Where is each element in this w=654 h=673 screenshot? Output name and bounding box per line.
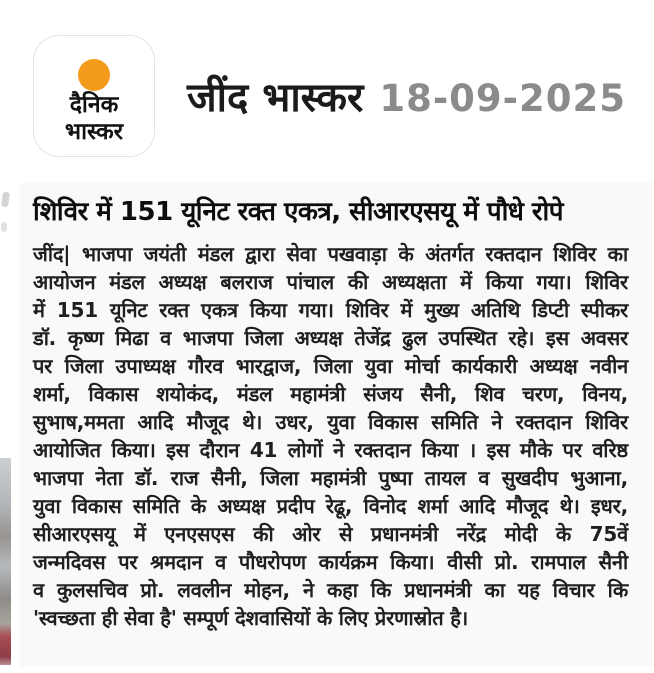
article-line: भाजपा नेता डॉ. राज सैनी, जिला महामंत्री पुष्पा तायल व सुखदीप भुआना, xyxy=(33,466,628,490)
logo-line1: दैनिक xyxy=(69,92,119,118)
logo-line2: भास्कर xyxy=(64,119,124,145)
logo-wordmark xyxy=(34,92,154,146)
clipping-edge-fragment xyxy=(1,222,7,232)
dainik-bhaskar-logo xyxy=(33,35,155,157)
article-line: शर्मा, विकास शयोकंद, मंडल महामंत्री संजय सैनी, शिव चरण, विनय, xyxy=(33,382,628,406)
article-clipping xyxy=(20,183,654,666)
article-line: 'स्वच्छता ही सेवा है' सम्पूर्ण देशवासियों के लिए प्रेरणास्रोत है। xyxy=(33,606,468,630)
sun-icon xyxy=(78,59,110,91)
article-line: पर जिला उपाध्यक्ष गौरव भारद्वाज, जिला युवा मोर्चा कार्यकारी अध्यक्ष नवीन xyxy=(33,354,628,378)
clipping-edge-fragment xyxy=(1,192,10,208)
article-line: जन्मदिवस पर श्रमदान व पौधरोपण कार्यक्रम किया। वीसी प्रो. रामपाल सैनी xyxy=(33,550,628,574)
masthead xyxy=(187,72,626,125)
article-line: में 151 यूनिट रक्त एकत्र किया गया। शिविर में मुख्य अतिथि डिप्टी स्पीकर xyxy=(33,298,628,322)
article-line: व कुलसचिव प्रो. लवलीन मोहन, ने कहा कि प्रधानमंत्री का यह विचार कि xyxy=(33,578,628,602)
edition-title: जींद भास्कर xyxy=(187,75,364,121)
article-line: युवा विकास समिति के अध्यक्ष प्रदीप रेढू, विनोद शर्मा आदि मौजूद थे। इधर, xyxy=(33,494,628,518)
edition-date: 18-09-2025 xyxy=(379,77,626,120)
article-line: आयोजन मंडल अध्यक्ष बलराज पांचाल की अध्यक्षता में किया गया। शिविर xyxy=(33,270,628,294)
article-line: आयोजित किया। इस दौरान 41 लोगों ने रक्तदान किया । इस मौके पर वरिष्ठ xyxy=(33,438,628,462)
article-line: डॉ. कृष्ण मिढा व भाजपा जिला अध्यक्ष तेजेंद्र ढुल उपस्थित रहे। इस अवसर xyxy=(33,326,628,350)
article-body xyxy=(20,183,654,632)
adjacent-column-photo-sliver xyxy=(0,458,11,665)
article-line: सीआरएसयू में एनएसएस की ओर से प्रधानमंत्री नरेंद्र मोदी के 75वें xyxy=(33,522,628,546)
article-line: जींद| भाजपा जयंती मंडल द्वारा सेवा पखवाड़ा के अंतर्गत रक्तदान शिविर का xyxy=(33,242,628,266)
article-headline: शिविर में 151 यूनिट रक्त एकत्र, सीआरएसयू में पौधे रोपे xyxy=(33,197,564,227)
article-line: सुभाष,ममता आदि मौजूद थे। उधर, युवा विकास समिति ने रक्तदान शिविर xyxy=(33,410,628,434)
